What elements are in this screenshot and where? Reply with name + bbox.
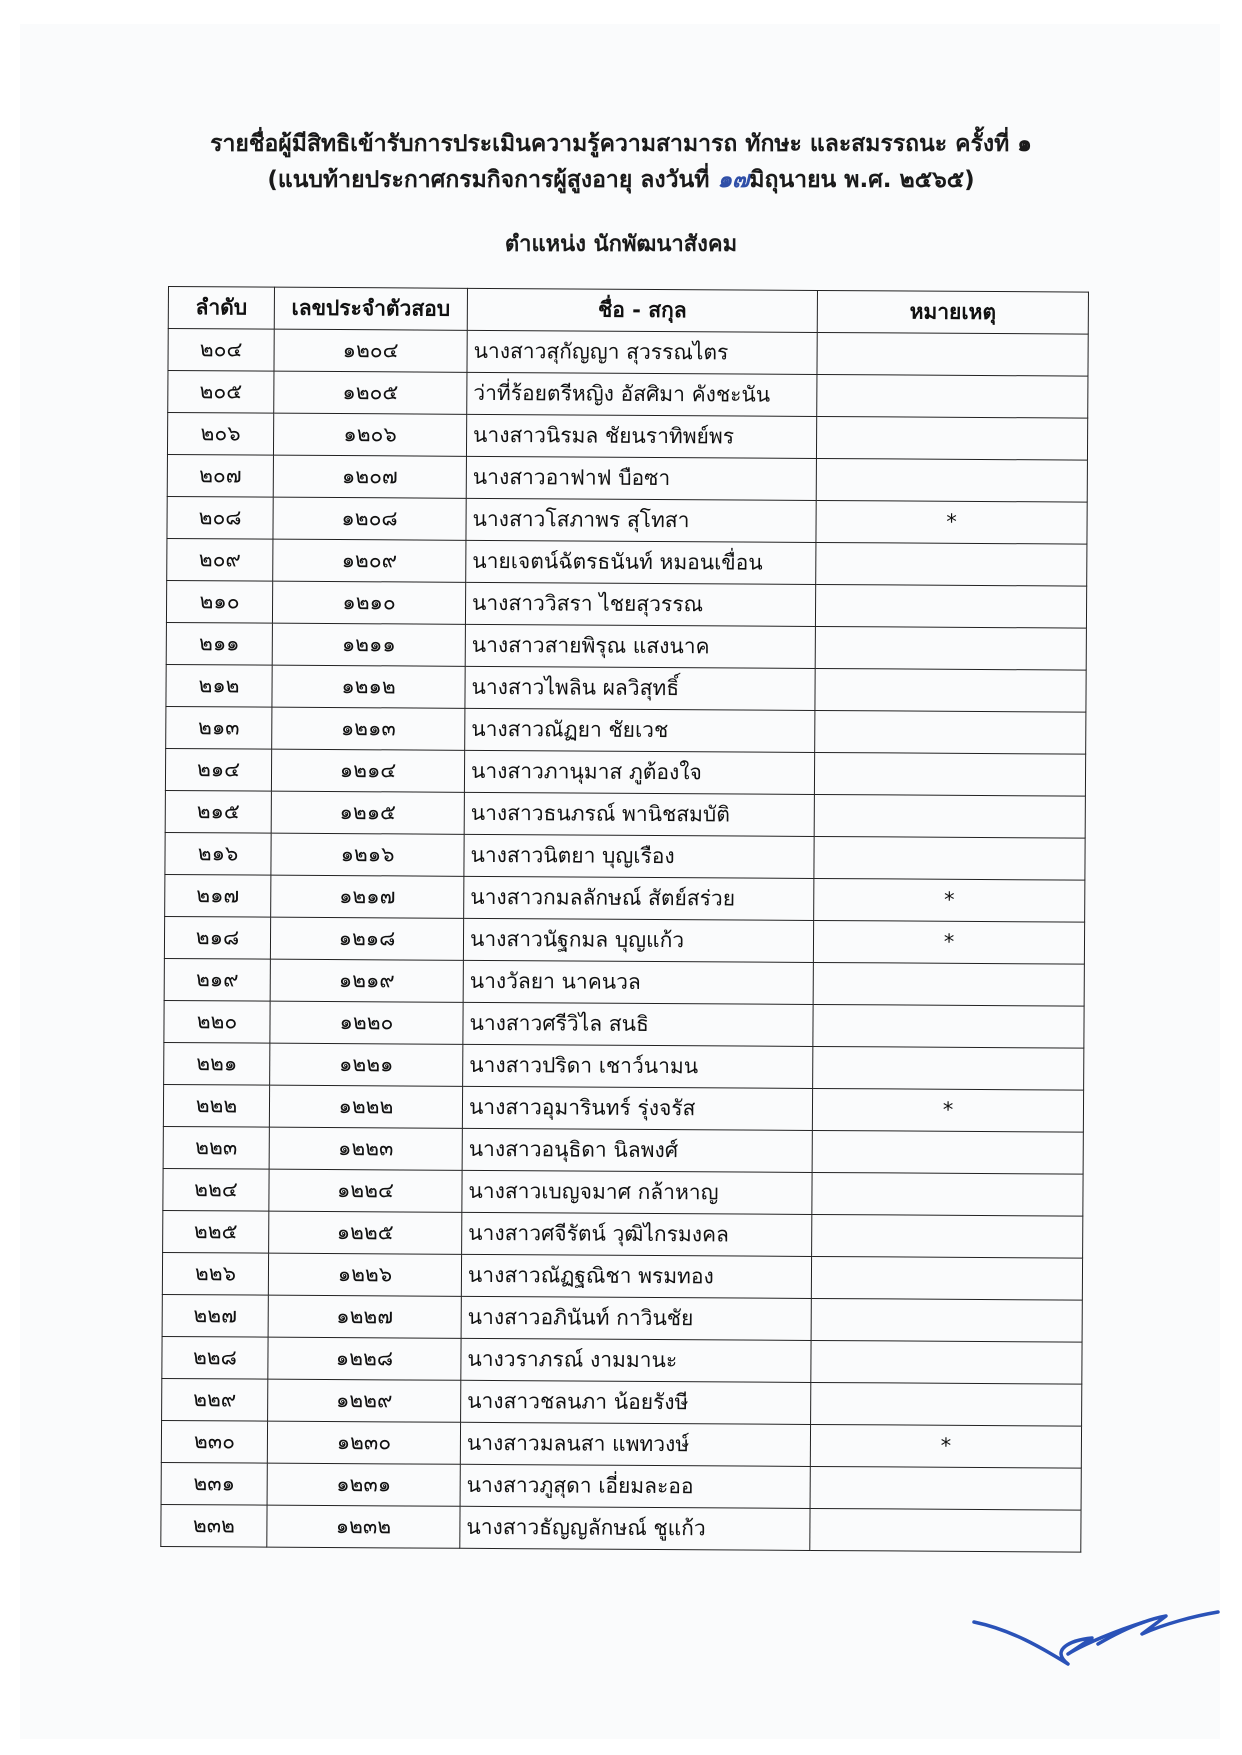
subtitle-text-before: (แนบท้ายประกาศกรมกิจการผู้สูงอายุ ลงวันที่ (267, 167, 710, 193)
row-exam-id-cell: ๑๒๒๖ (268, 1253, 461, 1296)
row-order-cell: ๒๒๓ (163, 1126, 269, 1169)
row-exam-id-cell: ๑๒๑๒ (272, 665, 465, 708)
row-order-cell: ๒๒๕ (163, 1210, 269, 1253)
row-remark-cell (817, 332, 1088, 376)
row-name-cell: นางสาวเบญจมาศ กล้าหาญ (462, 1170, 812, 1214)
row-remark-cell: * (813, 920, 1084, 964)
row-remark-cell (812, 1214, 1083, 1258)
row-remark-cell: * (810, 1424, 1081, 1468)
row-order-cell: ๒๒๘ (162, 1336, 268, 1379)
row-exam-id-cell: ๑๒๑๑ (272, 623, 465, 666)
row-name-cell: นางสาวกมลลักษณ์ สัตย์สร่วย (464, 876, 814, 920)
column-header-exam-id: เลขประจำตัวสอบ (274, 287, 467, 330)
row-remark-cell (815, 710, 1086, 754)
row-exam-id-cell: ๑๒๒๘ (268, 1337, 461, 1380)
row-exam-id-cell: ๑๒๒๓ (269, 1127, 462, 1170)
row-remark-cell (812, 1172, 1083, 1216)
row-exam-id-cell: ๑๒๑๓ (272, 707, 465, 750)
row-exam-id-cell: ๑๒๑๕ (271, 791, 464, 834)
row-exam-id-cell: ๑๒๐๗ (273, 455, 466, 498)
row-remark-cell (814, 794, 1085, 838)
row-name-cell: นางสาวนิตยา บุญเรือง (464, 834, 814, 878)
table-row (166, 622, 1086, 670)
row-name-cell: นายเจตน์ฉัตรธนันท์ หมอนเขื่อน (466, 540, 816, 584)
row-order-cell: ๒๓๒ (161, 1504, 267, 1547)
row-order-cell: ๒๐๙ (167, 538, 273, 581)
row-name-cell: นางสาวอนุธิดา นิลพงศ์ (462, 1128, 812, 1172)
row-name-cell: นางสาวปริดา เชาว์นามน (463, 1044, 813, 1088)
row-remark-cell (813, 1004, 1084, 1048)
row-remark-cell (812, 1130, 1083, 1174)
row-order-cell: ๒๒๔ (163, 1168, 269, 1211)
row-exam-id-cell: ๑๒๒๙ (268, 1379, 461, 1422)
table-row (162, 1294, 1082, 1342)
row-name-cell: นางสาวสุกัญญา สุวรรณไตร (467, 330, 817, 374)
row-remark-cell (816, 416, 1087, 460)
row-order-cell: ๒๓๑ (161, 1462, 267, 1505)
table-row (165, 790, 1085, 838)
row-order-cell: ๒๑๗ (165, 874, 271, 917)
row-remark-cell (810, 1508, 1081, 1552)
row-order-cell: ๒๐๔ (168, 329, 274, 372)
row-name-cell: นางสาวภูสุดา เอี่ยมละออ (460, 1464, 810, 1508)
row-remark-cell (814, 752, 1085, 796)
row-order-cell: ๒๑๔ (165, 748, 271, 791)
row-name-cell: นางสาวสายพิรุณ แสงนาค (465, 624, 815, 668)
row-exam-id-cell: ๑๒๒๑ (270, 1043, 463, 1086)
row-remark-cell (815, 626, 1086, 670)
row-name-cell: นางสาวธนภรณ์ พานิชสมบัติ (464, 792, 814, 836)
row-order-cell: ๒๑๒ (166, 664, 272, 707)
table-row (167, 413, 1087, 461)
row-order-cell: ๒๑๘ (164, 916, 270, 959)
table-row (168, 329, 1088, 377)
table-row (164, 916, 1084, 964)
subtitle-text-after: มิถุนายน พ.ศ. ๒๕๖๕) (749, 167, 975, 193)
row-remark-cell (813, 962, 1084, 1006)
table-row (163, 1168, 1083, 1216)
row-exam-id-cell: ๑๒๓๒ (267, 1505, 460, 1548)
row-remark-cell: * (812, 1088, 1083, 1132)
row-name-cell: นางสาวนิรมล ชัยนราทิพย์พร (466, 414, 816, 458)
row-name-cell: นางสาวธัญญลักษณ์ ชูแก้ว (460, 1506, 810, 1550)
row-name-cell: นางสาวนัฐกมล บุญแก้ว (463, 918, 813, 962)
row-name-cell: นางสาวชลนภา น้อยรังษี (461, 1380, 811, 1424)
table-row (165, 748, 1085, 796)
table-row (164, 1000, 1084, 1048)
row-remark-cell (815, 668, 1086, 712)
signature-mark (972, 1600, 1222, 1680)
row-order-cell: ๒๑๖ (165, 832, 271, 875)
row-exam-id-cell: ๑๒๒๕ (269, 1211, 462, 1254)
row-order-cell: ๒๑๐ (166, 580, 272, 623)
row-order-cell: ๒๒๖ (162, 1252, 268, 1295)
row-remark-cell: * (816, 500, 1087, 544)
row-name-cell: นางสาวอภินันท์ กาวินชัย (461, 1296, 811, 1340)
row-name-cell: นางสาวศรีวิไล สนธิ (463, 1002, 813, 1046)
row-exam-id-cell: ๑๒๐๖ (273, 413, 466, 456)
table-row (167, 496, 1087, 544)
table-row (163, 1126, 1083, 1174)
column-header-name: ชื่อ - สกุล (467, 288, 817, 332)
candidate-table (160, 286, 1089, 1553)
row-remark-cell: * (814, 878, 1085, 922)
row-order-cell: ๒๐๖ (167, 413, 273, 456)
table-row (162, 1378, 1082, 1426)
document-subtitle (0, 162, 1242, 198)
row-order-cell: ๒๑๙ (164, 958, 270, 1001)
table-row (164, 958, 1084, 1006)
handwritten-date: ๑๗ (717, 167, 750, 193)
row-order-cell: ๒๑๕ (165, 790, 271, 833)
position-title: ตำแหน่ง นักพัฒนาสังคม (504, 232, 738, 257)
table-row (163, 1084, 1083, 1132)
row-name-cell: นางสาวอาฟาฟ บือซา (466, 456, 816, 500)
table-row (167, 454, 1087, 502)
row-name-cell: นางวัลยา นาคนวล (463, 960, 813, 1004)
table-row (166, 706, 1086, 754)
row-exam-id-cell: ๑๒๑๐ (272, 581, 465, 624)
table-row (166, 664, 1086, 712)
row-remark-cell (811, 1256, 1082, 1300)
row-name-cell: นางสาวศจีรัตน์ วุฒิไกรมงคล (462, 1212, 812, 1256)
row-exam-id-cell: ๑๒๐๙ (273, 539, 466, 582)
row-exam-id-cell: ๑๒๓๑ (267, 1463, 460, 1506)
table-row (165, 874, 1085, 922)
table-row (163, 1210, 1083, 1258)
row-remark-cell (813, 1046, 1084, 1090)
table-row (161, 1504, 1081, 1552)
table-row (161, 1420, 1081, 1468)
row-name-cell: ว่าที่ร้อยตรีหญิง อัสศิมา คังชะนัน (467, 372, 817, 416)
row-order-cell: ๒๐๕ (168, 371, 274, 414)
row-exam-id-cell: ๑๒๑๖ (271, 833, 464, 876)
row-order-cell: ๒๓๐ (161, 1420, 267, 1463)
row-remark-cell (811, 1340, 1082, 1384)
table-header-row (168, 287, 1088, 335)
table-row (166, 580, 1086, 628)
row-remark-cell (817, 374, 1088, 418)
table-row (168, 371, 1088, 419)
row-remark-cell (816, 542, 1087, 586)
row-order-cell: ๒๒๐ (164, 1000, 270, 1043)
row-exam-id-cell: ๑๒๒๗ (268, 1295, 461, 1338)
table-row (167, 538, 1087, 586)
row-order-cell: ๒๒๙ (162, 1378, 268, 1421)
row-name-cell: นางสาววิสรา ไชยสุวรรณ (465, 582, 815, 626)
column-header-remark: หมายเหตุ (817, 290, 1088, 334)
row-order-cell: ๒๒๑ (164, 1042, 270, 1085)
table-body (161, 329, 1088, 1553)
row-exam-id-cell: ๑๒๒๒ (269, 1085, 462, 1128)
row-name-cell: นางวราภรณ์ งามมานะ (461, 1338, 811, 1382)
row-exam-id-cell: ๑๒๑๙ (270, 959, 463, 1002)
row-order-cell: ๒๒๒ (163, 1084, 269, 1127)
row-exam-id-cell: ๑๒๑๘ (270, 917, 463, 960)
row-name-cell: นางสาวณัฏยา ชัยเวช (465, 708, 815, 752)
table-row (164, 1042, 1084, 1090)
row-order-cell: ๒๐๘ (167, 496, 273, 539)
table-row (161, 1462, 1081, 1510)
row-remark-cell (814, 836, 1085, 880)
row-name-cell: นางสาวภานุมาส ภูต้องใจ (464, 750, 814, 794)
row-remark-cell (811, 1382, 1082, 1426)
row-exam-id-cell: ๑๒๒๐ (270, 1001, 463, 1044)
row-name-cell: นางสาวมลนสา แพทวงษ์ (460, 1422, 810, 1466)
column-header-order: ลำดับ (168, 287, 274, 330)
row-name-cell: นางสาวโสภาพร สุโทสา (466, 498, 816, 542)
row-exam-id-cell: ๑๒๓๐ (267, 1421, 460, 1464)
table-row (162, 1252, 1082, 1300)
row-order-cell: ๒๑๓ (166, 706, 272, 749)
row-remark-cell (811, 1298, 1082, 1342)
row-exam-id-cell: ๑๒๑๔ (271, 749, 464, 792)
row-name-cell: นางสาวณัฏฐณิชา พรมทอง (461, 1254, 811, 1298)
document-title: รายชื่อผู้มีสิทธิเข้ารับการประเมินความรู้ความสามารถ ทักษะ และสมรรถนะ ครั้งที่ ๑ (210, 131, 1032, 157)
row-order-cell: ๒๑๑ (166, 622, 272, 665)
row-order-cell: ๒๒๗ (162, 1294, 268, 1337)
table-row (162, 1336, 1082, 1384)
row-name-cell: นางสาวอุมารินทร์ รุ่งจรัส (462, 1086, 812, 1130)
row-exam-id-cell: ๑๒๐๕ (274, 371, 467, 414)
row-order-cell: ๒๐๗ (167, 454, 273, 497)
row-exam-id-cell: ๑๒๒๔ (269, 1169, 462, 1212)
table-row (165, 832, 1085, 880)
row-exam-id-cell: ๑๒๑๗ (271, 875, 464, 918)
row-remark-cell (816, 458, 1087, 502)
row-exam-id-cell: ๑๒๐๘ (273, 497, 466, 540)
row-remark-cell (810, 1466, 1081, 1510)
row-remark-cell (815, 584, 1086, 628)
row-name-cell: นางสาวไพลิน ผลวิสุทธิ์ (465, 666, 815, 710)
row-exam-id-cell: ๑๒๐๔ (274, 329, 467, 372)
